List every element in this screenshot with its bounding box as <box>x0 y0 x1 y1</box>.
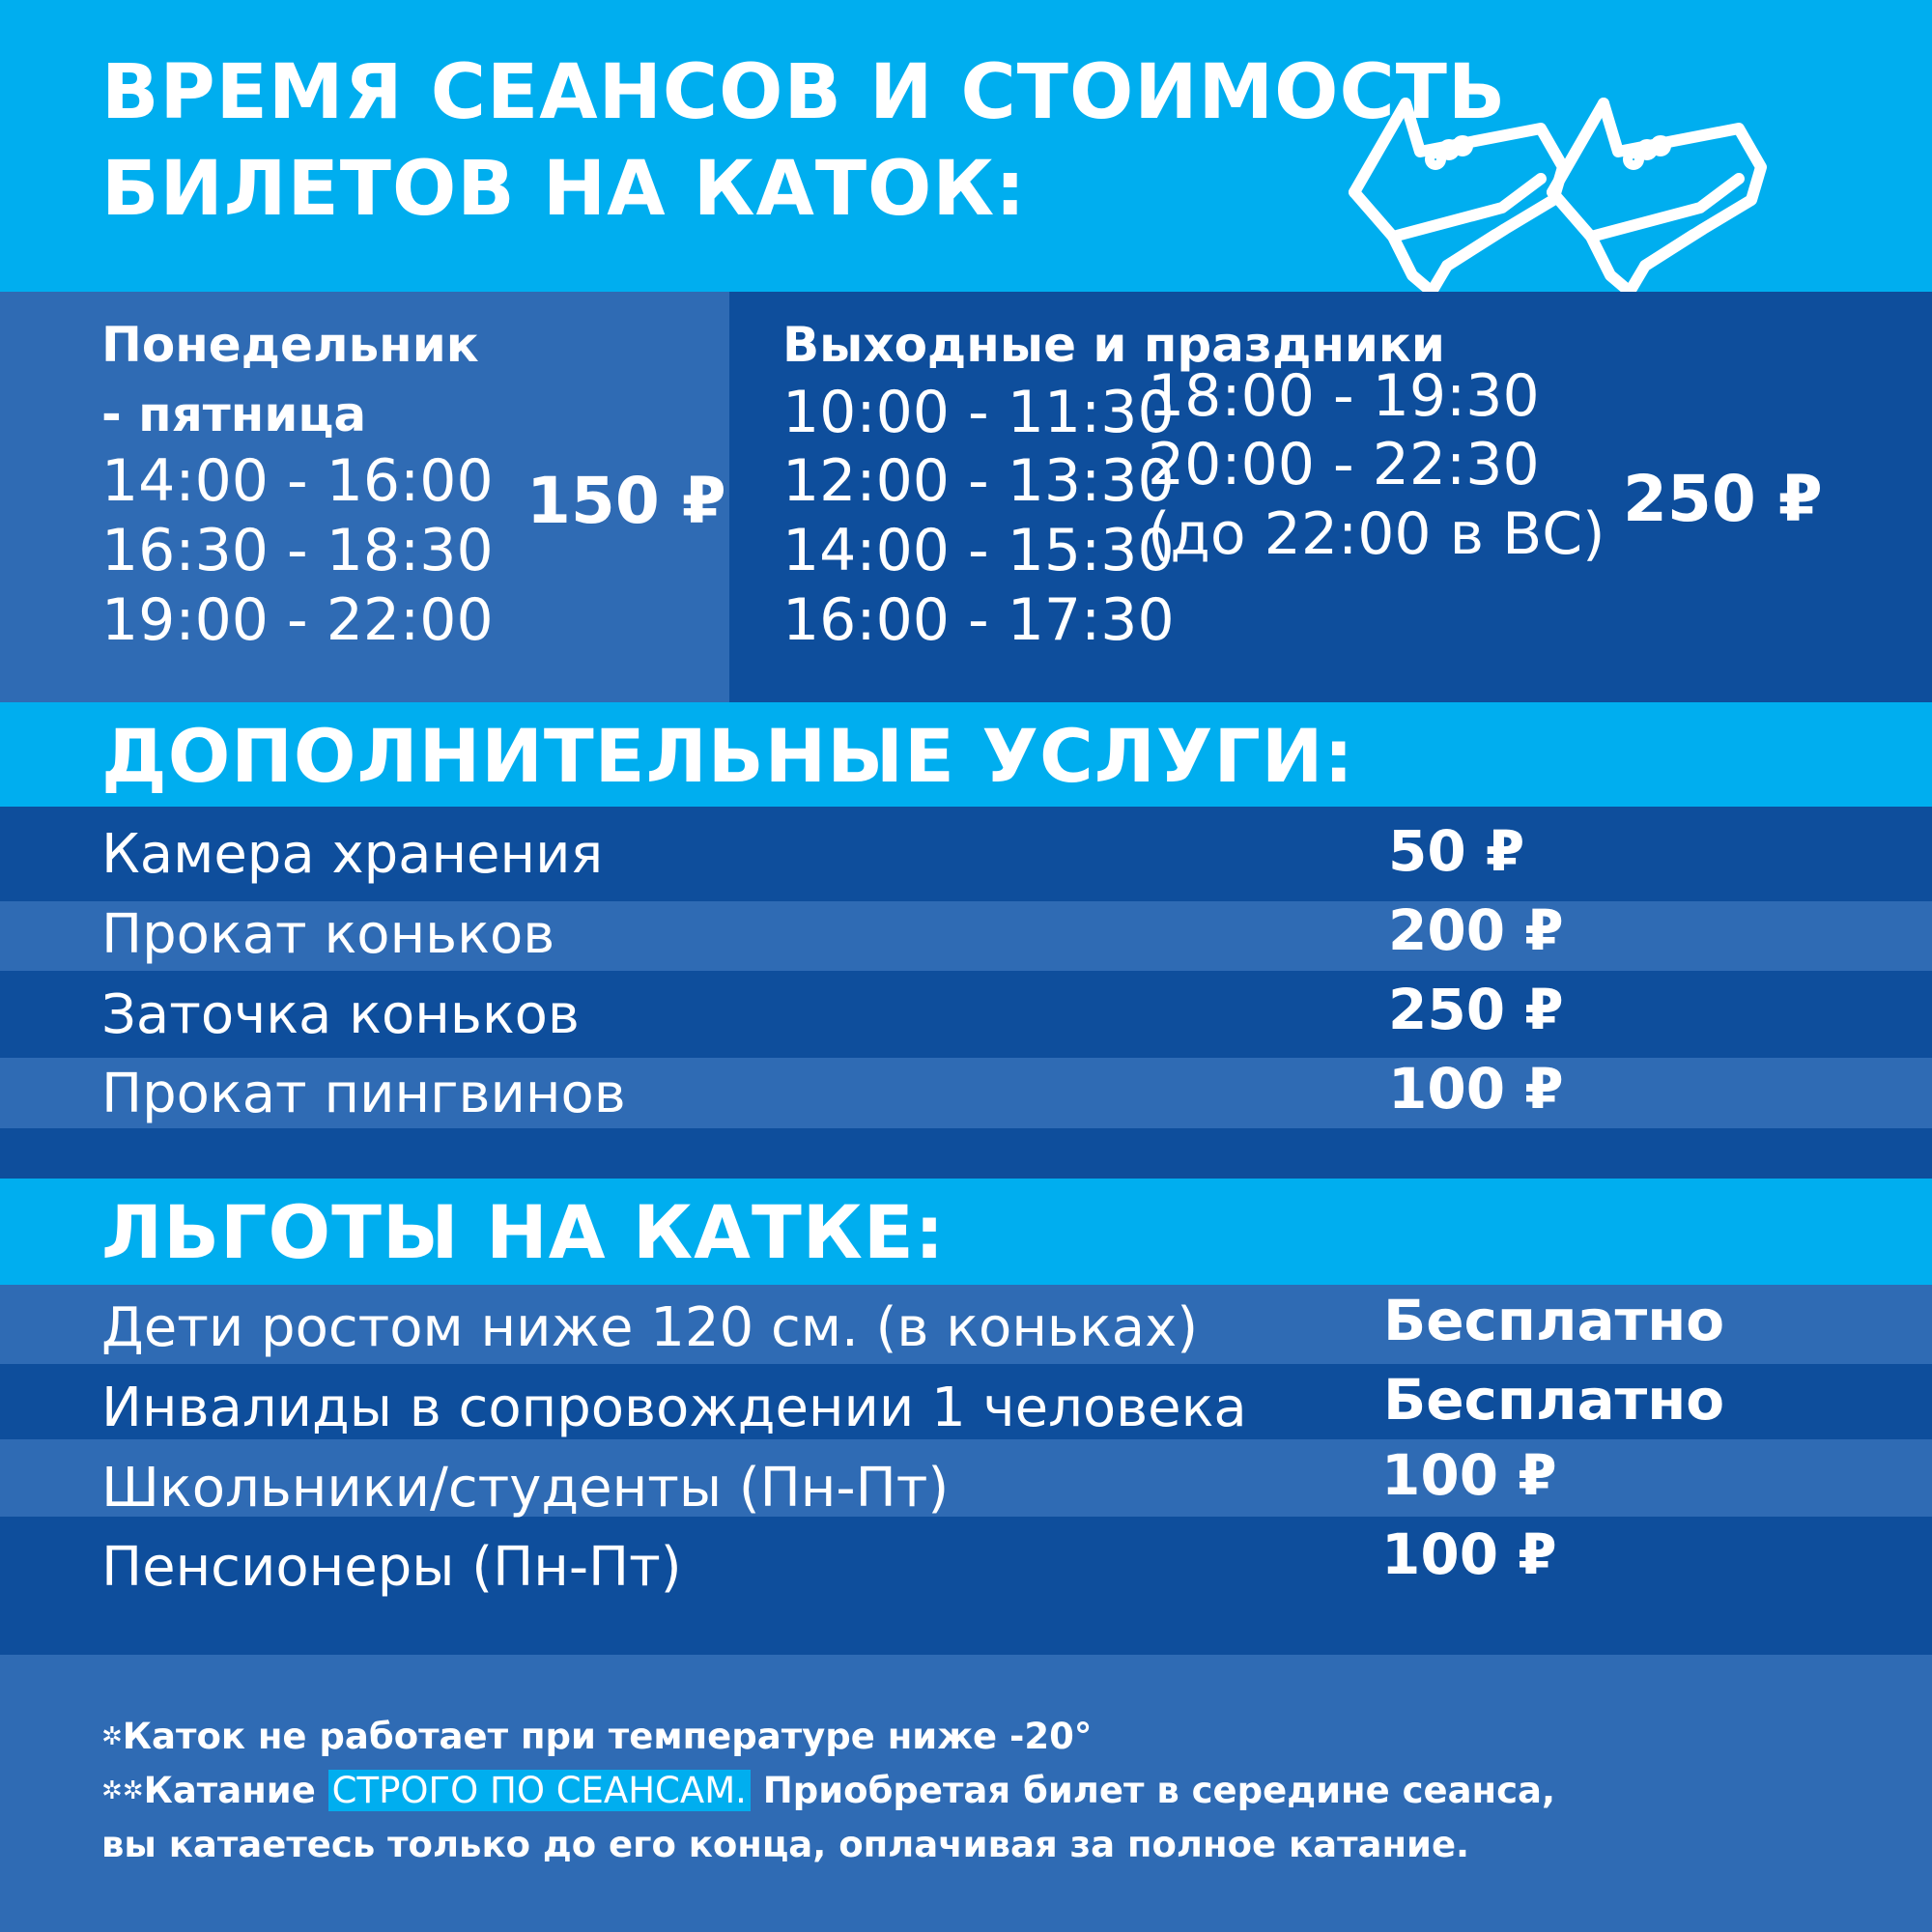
weekday-time-2: 16:30 - 18:30 <box>101 517 494 584</box>
weekday-label-line1: Понедельник <box>101 317 479 373</box>
service-price-4: 100 ₽ <box>1388 1056 1564 1122</box>
weekend-time-right-2: 20:00 - 22:30 <box>1148 431 1540 498</box>
weekday-price: 150 ₽ <box>526 464 726 538</box>
service-price-3: 250 ₽ <box>1388 977 1564 1042</box>
weekday-time-3: 19:00 - 22:00 <box>101 586 494 654</box>
weekend-time-right-3: (до 22:00 в ВС) <box>1148 500 1605 568</box>
service-name-4: Прокат пингвинов <box>101 1063 626 1125</box>
benefit-price-3: 100 ₽ <box>1381 1442 1557 1508</box>
weekday-label-line2: - пятница <box>101 386 367 442</box>
weekend-time-left-1: 10:00 - 11:30 <box>782 379 1175 446</box>
weekend-time-right-1: 18:00 - 19:30 <box>1148 362 1540 430</box>
footnote-1-text: Каток не работает при температуре ниже -20° <box>122 1716 1093 1757</box>
weekend-label: Выходные и праздники <box>782 317 1445 373</box>
ice-skates-icon <box>1343 92 1826 292</box>
weekend-time-left-2: 12:00 - 13:30 <box>782 447 1175 515</box>
service-price-1: 50 ₽ <box>1388 818 1525 884</box>
weekend-time-left-4: 16:00 - 17:30 <box>782 586 1175 654</box>
benefit-price-2: Бесплатно <box>1383 1367 1725 1433</box>
page-title-line2: БИЛЕТОВ НА КАТОК: <box>101 146 1027 233</box>
footnote-2-suffix: Приобретая билет в середине сеанса, <box>750 1770 1556 1811</box>
weekend-time-left-3: 14:00 - 15:30 <box>782 517 1175 584</box>
services-spacer <box>0 1128 1932 1179</box>
weekday-time-1: 14:00 - 16:00 <box>101 447 494 515</box>
page-title-line1: ВРЕМЯ СЕАНСОВ И СТОИМОСТЬ <box>101 49 1507 136</box>
footnote-2-highlight: СТРОГО ПО СЕАНСАМ. <box>328 1770 751 1811</box>
service-name-2: Прокат коньков <box>101 903 555 966</box>
benefit-name-4: Пенсионеры (Пн-Пт) <box>101 1536 682 1599</box>
benefit-price-4: 100 ₽ <box>1381 1521 1557 1587</box>
weekend-price: 250 ₽ <box>1623 462 1823 536</box>
footnote-star-1: ✲ <box>101 1722 123 1751</box>
footnote-star-2: ✲✲ <box>101 1776 144 1805</box>
benefit-price-1: Бесплатно <box>1383 1288 1725 1353</box>
footnote-1 <box>101 1710 1092 1764</box>
service-name-3: Заточка коньков <box>101 983 580 1046</box>
footnote-2 <box>101 1764 1555 1818</box>
footnote-3: вы катаетесь только до его конца, оплачивая за полное катание. <box>101 1824 1470 1865</box>
benefit-name-1: Дети ростом ниже 120 см. (в коньках) <box>101 1296 1199 1359</box>
service-name-1: Камера хранения <box>101 823 604 886</box>
footnote-2-prefix: Катание <box>143 1770 328 1811</box>
benefit-name-2: Инвалиды в сопровождении 1 человека <box>101 1377 1247 1439</box>
services-title: ДОПОЛНИТЕЛЬНЫЕ УСЛУГИ: <box>101 713 1354 799</box>
benefits-title: ЛЬГОТЫ НА КАТКЕ: <box>101 1189 946 1275</box>
service-price-2: 200 ₽ <box>1388 897 1564 963</box>
benefit-name-3: Школьники/студенты (Пн-Пт) <box>101 1457 950 1520</box>
